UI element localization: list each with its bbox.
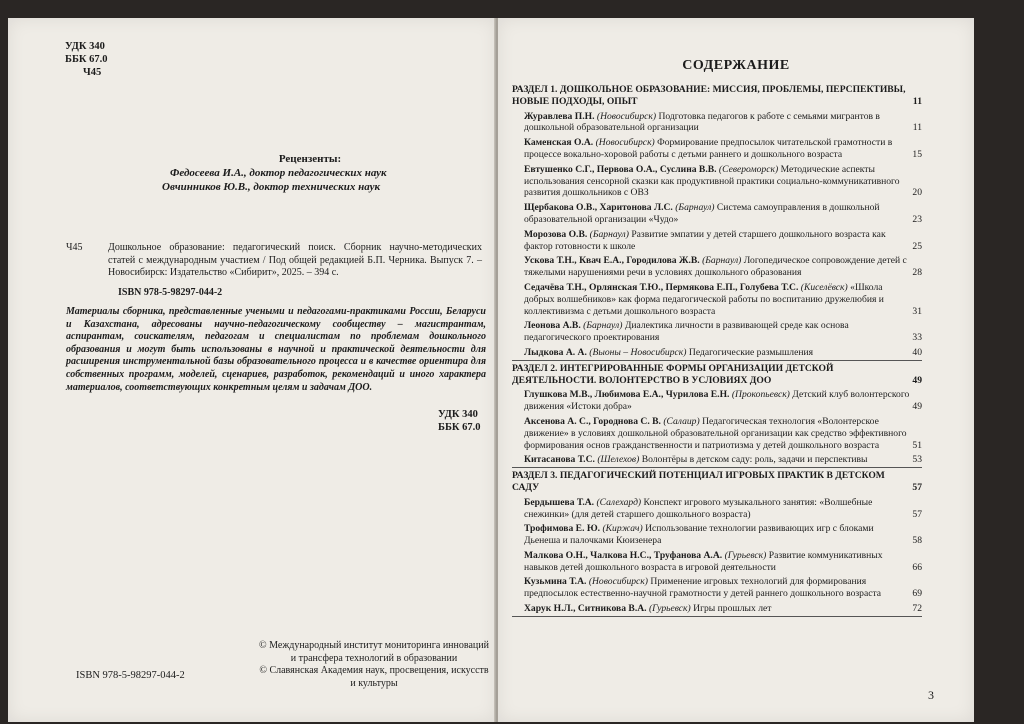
toc-entry-page: 58 (912, 535, 922, 547)
toc-entry-title: Детский клуб волонтерского движения «Истоки добра» (524, 389, 910, 413)
toc-entry (512, 389, 922, 413)
toc-entry-city: (Киселёвск) (800, 281, 848, 293)
toc-entry (512, 229, 922, 253)
toc-entry-text (524, 454, 910, 466)
toc-entry-authors: Харук Н.Л., Ситникова В.А. (524, 603, 647, 615)
toc-entry-page: 57 (912, 508, 922, 520)
toc-entry-authors: Морозова О.В. (524, 228, 588, 240)
toc-entry-text (524, 320, 910, 344)
toc-entry-page: 28 (912, 267, 922, 279)
toc-entry-text (524, 137, 910, 161)
isbn: ISBN 978-5-98297-044-2 (118, 287, 223, 298)
toc-entry-page: 31 (912, 305, 922, 317)
toc-entry (512, 523, 922, 547)
toc-entry-title: Формирование предпосылок читательской грамотности в процессе вокально-хоровой работы с детьми раннего и дошкольного возраста (524, 137, 893, 160)
toc-entry-title: Система самоуправления в дошкольной образовательной организации «Чудо» (524, 202, 880, 225)
toc-entry-city: (Салехард) (596, 496, 642, 508)
toc-entry-text (524, 576, 910, 600)
toc-entry-city: (Барнаул) (702, 255, 742, 267)
toc-entry-city: (Гурьевск) (648, 603, 691, 615)
reviewers-block (140, 152, 440, 194)
toc-entry (512, 282, 922, 317)
toc-entry-text (524, 389, 910, 413)
toc-entry (512, 111, 922, 135)
toc-entry-title: Развитие эмпатии у детей старшего дошкольного возраста как фактор готовности к школе (524, 228, 886, 252)
toc-entry-page: 40 (912, 346, 922, 358)
toc-entry-text (524, 603, 910, 615)
toc-entry-text (524, 550, 910, 574)
toc-entry-page: 33 (912, 332, 922, 344)
classification-codes (65, 40, 108, 79)
toc-entry-page: 49 (912, 401, 922, 413)
toc-entry-page: 20 (912, 187, 922, 199)
toc-entry (512, 320, 922, 344)
toc-section-1 (512, 84, 922, 108)
toc-entry-city: (Новосибирск) (588, 576, 648, 588)
toc-section-page: 49 (912, 374, 922, 386)
toc-entry-authors: Глушкова М.В., Любимова Е.А., Чурилова Е.Н. (524, 389, 730, 401)
toc-entry-page: 66 (912, 561, 922, 573)
toc-entry-title: Конспект игрового музыкального занятия: «Волшебные снежинки» (для детей старшего дошкольного возраста) (524, 496, 873, 520)
udk-code: УДК 340 (65, 41, 105, 52)
copyright-1: © Международный институт мониторинга инноваций и трансфера технологий в образовании (259, 640, 489, 664)
toc-entry (512, 576, 922, 600)
toc-entry-title: Использование технологии развивающих игр с блоками Дьенеша и палочками Кюизенера (524, 523, 874, 547)
toc-entry (512, 202, 922, 226)
toc-entry-authors: Лыдкова А. А. (524, 346, 587, 358)
reviewer-1: Федосеева И.А., доктор педагогических наук (170, 167, 387, 179)
toc-section-3 (512, 470, 922, 494)
toc-entry (512, 164, 922, 199)
bibliographic-description: Дошкольное образование: педагогический поиск. Сборник научно-методических статей с международным участием / Под общей редакцией Б.П. Черника. Выпуск 7. – Новосибирск: Издательство «Сибирит», 2025. – 394 с. (108, 242, 482, 278)
toc-entry-page: 72 (912, 603, 922, 615)
toc-entry-text (524, 282, 910, 317)
toc-entry-page: 15 (912, 148, 922, 160)
toc-entry-city: (Гурьевск) (724, 549, 767, 561)
toc-entry-page: 25 (912, 240, 922, 252)
table-of-contents (512, 82, 922, 617)
toc-entry (512, 454, 922, 466)
toc-entry-city: (Барнаул) (583, 320, 623, 332)
toc-section-page: 57 (912, 481, 922, 493)
reviewers-heading: Рецензенты: (278, 153, 342, 165)
reviewer-2: Овчинников Ю.В., доктор технических наук (162, 181, 381, 193)
udk-code-2: УДК 340 (438, 409, 478, 420)
toc-entry-text (524, 347, 910, 359)
toc-entry-text (524, 229, 910, 253)
toc-entry (512, 497, 922, 521)
toc-separator (512, 616, 922, 617)
toc-entry-city: (Барнаул) (589, 228, 629, 240)
toc-entry-page: 23 (912, 213, 922, 225)
toc-entry-city: (Новосибирск) (595, 137, 655, 149)
toc-entry-title: Методические аспекты использования сенсорной сказки как продуктивной практики социально-коммуникативного развития дошкольников с ОВЗ (524, 163, 900, 199)
toc-entry-city: (Выоны – Новосибирск) (589, 346, 687, 358)
toc-entry-authors: Щербакова О.В., Харитонова Л.С. (524, 202, 673, 214)
toc-entry-title: «Школа добрых волшебников» как форма педагогической работы по воспитанию дружелюбия и коллективизма с детьми дошкольного возраста (524, 281, 884, 317)
toc-entry-title: Логопедическое сопровождение детей с тяжелыми нарушениями речи в условиях дошкольного образования (524, 255, 907, 279)
toc-entry (512, 603, 922, 615)
toc-entry-title: Игры прошлых лет (693, 603, 772, 615)
toc-section-page: 11 (912, 95, 922, 107)
toc-separator (512, 360, 922, 361)
toc-entry-title: Применение игровых технологий для формирования предпосылок естественно-научной грамотности у детей раннего дошкольного возраста (524, 576, 882, 600)
toc-entry (512, 255, 922, 279)
toc-entry (512, 416, 922, 451)
bib-code: Ч45 (66, 242, 83, 253)
toc-entry-city: (Салаир) (663, 415, 700, 427)
toc-section-2 (512, 363, 922, 387)
copyright-2: © Славянская Академия наук, просвещения, искусств и культуры (259, 665, 489, 689)
toc-entry-text (524, 497, 910, 521)
toc-entry-city: (Прокопьевск) (731, 389, 790, 401)
bbk-code: ББК 67.0 (65, 54, 108, 65)
toc-entry-authors: Аксенова А. С., Городнова С. В. (524, 415, 661, 427)
toc-entry-page: 51 (912, 439, 922, 451)
bbk-code-2: ББК 67.0 (438, 422, 481, 433)
toc-entry-authors: Леонова А.В. (524, 320, 581, 332)
toc-entry-page: 69 (912, 588, 922, 600)
toc-entry-title: Диалектика личности в развивающей среде как основа педагогического проектирования (524, 320, 849, 344)
toc-entry (512, 550, 922, 574)
toc-entry-authors: Кузьмина Т.А. (524, 576, 587, 588)
toc-entry-city: (Киржач) (602, 523, 643, 535)
toc-entry-title: Педагогическая технология «Волонтерское движение» в условиях дошкольной образовательной организации как средство эффективного формирования основ гражданственности и патриотизма у детей дошкольного возраста (524, 415, 907, 451)
toc-entry (512, 137, 922, 161)
toc-entry-text (524, 523, 910, 547)
toc-entry-title: Волонтёры в детском саду: роль, задачи и перспективы (641, 454, 868, 466)
annotation: Материалы сборника, представленные учеными и педагогами-практиками России, Беларуси и Казахстана, адресованы научно-педагогическому сообществу – магистрантам, аспирантам, соискателям, педагогам и специалистам по проблемам дошкольного образования и могут быть использованы в научной и практической деятельности для расширения инструментальной базы образовательного процесса и в качестве ориентира для собственных программ, моделей, сценариев, разработок, рекомендаций и иного характера материалов, соответствующих конкретным целям и задачам ДОО. (66, 306, 486, 393)
toc-entry-authors: Трофимова Е. Ю. (524, 523, 601, 535)
toc-section-title: РАЗДЕЛ 1. ДОШКОЛЬНОЕ ОБРАЗОВАНИЕ: МИССИЯ, ПРОБЛЕМЫ, ПЕРСПЕКТИВЫ, НОВЫЕ ПОДХОДЫ, ОПЫТ (512, 84, 906, 107)
toc-entry-page: 11 (912, 122, 922, 134)
author-mark: Ч45 (83, 67, 102, 78)
toc-entry-city: (Новосибирск) (596, 110, 657, 122)
toc-entry-city: (Шелехов) (597, 454, 640, 466)
toc-title: СОДЕРЖАНИЕ (682, 58, 790, 73)
toc-section-title: РАЗДЕЛ 2. ИНТЕГРИРОВАННЫЕ ФОРМЫ ОРГАНИЗАЦИИ ДЕТСКОЙ ДЕЯТЕЛЬНОСТИ. ВОЛОНТЕРСТВО В УСЛОВИЯХ ДОО (512, 362, 834, 386)
toc-entry-authors: Ускова Т.Н., Квач Е.А., Городилова Ж.В. (524, 255, 700, 267)
toc-section-title: РАЗДЕЛ 3. ПЕДАГОГИЧЕСКИЙ ПОТЕНЦИАЛ ИГРОВЫХ ПРАКТИК В ДЕТСКОМ САДУ (512, 470, 885, 493)
isbn-bottom: ISBN 978-5-98297-044-2 (76, 670, 185, 681)
toc-separator (512, 467, 922, 468)
toc-entry-authors: Бердышева Т.А. (524, 496, 595, 508)
toc-entry-city: (Североморск) (718, 163, 779, 175)
toc-entry-authors: Китасанова Т.С. (524, 454, 595, 466)
toc-entry-text (524, 202, 910, 226)
copyright-block (258, 640, 490, 690)
toc-entry-page: 53 (912, 454, 922, 466)
toc-entry-text (524, 164, 910, 199)
toc-entry (512, 347, 922, 359)
toc-entry-city: (Барнаул) (675, 202, 715, 214)
toc-entry-text (524, 416, 910, 451)
toc-entry-authors: Каменская О.А. (524, 137, 594, 149)
classification-codes-2 (438, 408, 481, 434)
toc-entry-text (524, 255, 910, 279)
toc-entry-authors: Малкова О.Н., Чалкова Н.С., Труфанова А.А. (524, 549, 723, 561)
toc-entry-text (524, 111, 911, 135)
toc-entry-authors: Журавлева П.Н. (524, 110, 595, 122)
toc-entry-title: Педагогические размышления (688, 346, 814, 358)
toc-entry-authors: Евтушенко С.Г., Первова О.А., Суслина В.В. (524, 163, 717, 175)
toc-entry-title: Развитие коммуникативных навыков детей дошкольного возраста в игровой деятельности (524, 549, 883, 573)
toc-entry-authors: Седачёва Т.Н., Орлянская Т.Ю., Пермякова Е.П., Голубева Т.С. (524, 281, 799, 293)
page-number: 3 (928, 688, 934, 702)
toc-entry-title: Подготовка педагогов к работе с семьями мигрантов в дошкольной образовательной организации (524, 110, 880, 134)
